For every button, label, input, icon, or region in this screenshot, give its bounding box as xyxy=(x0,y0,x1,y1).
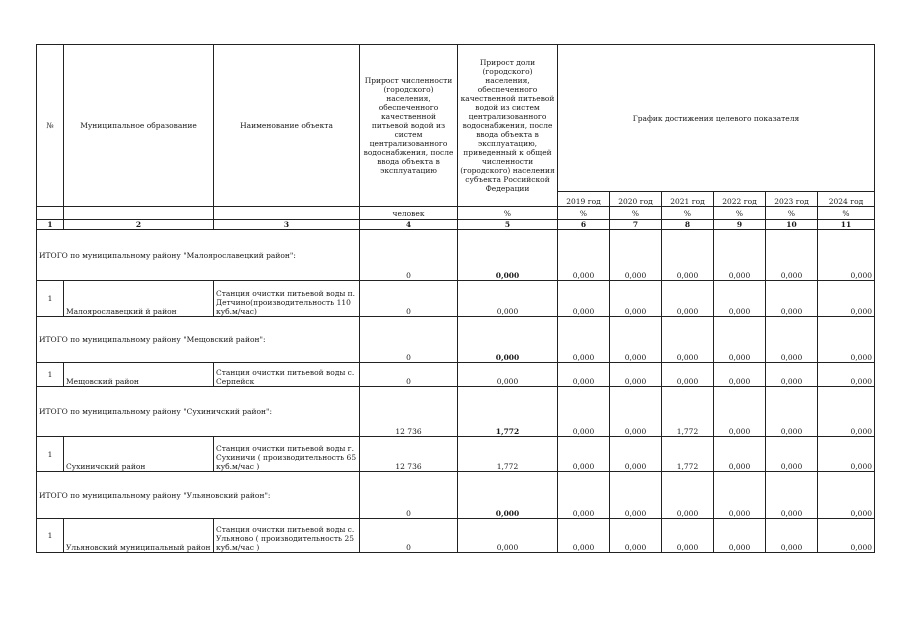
year-value: 0,000 xyxy=(558,363,610,387)
total-row xyxy=(37,472,875,519)
header-object-name: Наименование объекта xyxy=(214,45,360,207)
total-row xyxy=(37,317,875,363)
header-year: 2023 год xyxy=(766,192,818,207)
unit-cell xyxy=(64,207,214,220)
total-share: 0,000 xyxy=(458,317,558,363)
table-row xyxy=(37,281,875,317)
table-row xyxy=(37,437,875,472)
year-value: 0,000 xyxy=(766,519,818,553)
year-value: 0,000 xyxy=(766,230,818,281)
year-value: 0,000 xyxy=(714,230,766,281)
year-value: 0,000 xyxy=(610,281,662,317)
year-value: 0,000 xyxy=(766,363,818,387)
column-number: 3 xyxy=(214,220,360,230)
year-value: 0,000 xyxy=(610,437,662,472)
year-value: 0,000 xyxy=(714,472,766,519)
year-value: 0,000 xyxy=(714,519,766,553)
year-value: 0,000 xyxy=(818,437,875,472)
year-value: 0,000 xyxy=(610,363,662,387)
year-value: 0,000 xyxy=(818,472,875,519)
year-value: 0,000 xyxy=(818,230,875,281)
year-value: 0,000 xyxy=(558,437,610,472)
table-row xyxy=(37,519,875,553)
share-value: 0,000 xyxy=(458,519,558,553)
total-label: ИТОГО по муниципальному району "Сухиничский район": xyxy=(37,387,360,437)
population-value: 0 xyxy=(360,519,458,553)
object-name: Станция очистки питьевой воды г. Сухиничи ( производительность 65 куб.м/час ) xyxy=(214,437,360,472)
year-value: 0,000 xyxy=(558,519,610,553)
population-value: 12 736 xyxy=(360,437,458,472)
year-value: 0,000 xyxy=(558,230,610,281)
header-year: 2019 год xyxy=(558,192,610,207)
year-value: 0,000 xyxy=(662,317,714,363)
total-share: 1,772 xyxy=(458,387,558,437)
row-index: 1 xyxy=(37,363,64,387)
row-index: 1 xyxy=(37,519,64,553)
header-no: № xyxy=(37,45,64,207)
municipality-name: Сухиничский район xyxy=(64,437,214,472)
year-value: 0,000 xyxy=(610,472,662,519)
header-year: 2022 год xyxy=(714,192,766,207)
unit-percent: % xyxy=(662,207,714,220)
unit-percent: % xyxy=(458,207,558,220)
year-value: 0,000 xyxy=(766,472,818,519)
total-label: ИТОГО по муниципальному району "Малоярославецкий район": xyxy=(37,230,360,281)
total-label: ИТОГО по муниципальному району "Мещовский район": xyxy=(37,317,360,363)
column-number: 2 xyxy=(64,220,214,230)
column-number: 9 xyxy=(714,220,766,230)
year-value: 0,000 xyxy=(714,281,766,317)
year-value: 0,000 xyxy=(818,281,875,317)
row-index: 1 xyxy=(37,437,64,472)
year-value: 0,000 xyxy=(766,437,818,472)
year-value: 0,000 xyxy=(714,317,766,363)
row-index: 1 xyxy=(37,281,64,317)
year-value: 0,000 xyxy=(818,317,875,363)
unit-cell xyxy=(214,207,360,220)
column-number: 6 xyxy=(558,220,610,230)
header-schedule: График достижения целевого показателя xyxy=(558,45,875,192)
unit-percent: % xyxy=(610,207,662,220)
year-value: 0,000 xyxy=(662,519,714,553)
year-value: 0,000 xyxy=(610,230,662,281)
year-value: 0,000 xyxy=(662,363,714,387)
unit-percent: % xyxy=(818,207,875,220)
unit-people: человек xyxy=(360,207,458,220)
header-share-growth: Прирост доли (городского) населения, обеспеченного качественной питьевой водой из систем централизованного водоснабжения, после ввода объекта в эксплуатацию, приведенный к общей численности (городского) населения субъекта Российской Федерации xyxy=(458,45,558,207)
column-number: 8 xyxy=(662,220,714,230)
year-value: 0,000 xyxy=(818,519,875,553)
column-number: 5 xyxy=(458,220,558,230)
share-value: 1,772 xyxy=(458,437,558,472)
header-year: 2021 год xyxy=(662,192,714,207)
municipality-name: Малоярославецкий й район xyxy=(64,281,214,317)
year-value: 1,772 xyxy=(662,437,714,472)
year-value: 0,000 xyxy=(818,363,875,387)
share-value: 0,000 xyxy=(458,363,558,387)
total-row xyxy=(37,387,875,437)
municipality-name: Мещовский район xyxy=(64,363,214,387)
total-share: 0,000 xyxy=(458,230,558,281)
column-number: 1 xyxy=(37,220,64,230)
total-label: ИТОГО по муниципальному району "Ульяновский район": xyxy=(37,472,360,519)
header-population-growth: Прирост численности (городского) населения, обеспеченного качественной питьевой водой из систем централизованного водоснабжения, после ввода объекта в эксплуатацию xyxy=(360,45,458,207)
year-value: 0,000 xyxy=(766,317,818,363)
object-name: Станция очистки питьевой воды с. Ульяново ( производительность 25 куб.м/час ) xyxy=(214,519,360,553)
total-population: 0 xyxy=(360,230,458,281)
population-value: 0 xyxy=(360,363,458,387)
municipality-name: Ульяновский муниципальный район xyxy=(64,519,214,553)
table-row xyxy=(37,363,875,387)
total-row xyxy=(37,230,875,281)
year-value: 0,000 xyxy=(610,519,662,553)
year-value: 0,000 xyxy=(558,387,610,437)
year-value: 0,000 xyxy=(766,387,818,437)
object-name: Станция очистки питьевой воды с. Серпейск xyxy=(214,363,360,387)
header-year: 2024 год xyxy=(818,192,875,207)
year-value: 0,000 xyxy=(766,281,818,317)
year-value: 0,000 xyxy=(558,472,610,519)
column-number: 7 xyxy=(610,220,662,230)
header-municipality: Муниципальное образование xyxy=(64,45,214,207)
column-number: 4 xyxy=(360,220,458,230)
year-value: 0,000 xyxy=(610,317,662,363)
year-value: 0,000 xyxy=(558,281,610,317)
total-population: 0 xyxy=(360,317,458,363)
year-value: 0,000 xyxy=(662,230,714,281)
unit-percent: % xyxy=(714,207,766,220)
year-value: 1,772 xyxy=(662,387,714,437)
year-value: 0,000 xyxy=(714,363,766,387)
total-population: 0 xyxy=(360,472,458,519)
target-indicator-table xyxy=(36,44,875,553)
header-year: 2020 год xyxy=(610,192,662,207)
year-value: 0,000 xyxy=(662,281,714,317)
unit-percent: % xyxy=(558,207,610,220)
column-number: 11 xyxy=(818,220,875,230)
total-population: 12 736 xyxy=(360,387,458,437)
year-value: 0,000 xyxy=(662,472,714,519)
unit-cell xyxy=(37,207,64,220)
share-value: 0,000 xyxy=(458,281,558,317)
year-value: 0,000 xyxy=(714,437,766,472)
unit-percent: % xyxy=(766,207,818,220)
column-number: 10 xyxy=(766,220,818,230)
year-value: 0,000 xyxy=(558,317,610,363)
year-value: 0,000 xyxy=(610,387,662,437)
year-value: 0,000 xyxy=(818,387,875,437)
population-value: 0 xyxy=(360,281,458,317)
object-name: Станция очистки питьевой воды п. Детчино(производительность 110 куб.м/час) xyxy=(214,281,360,317)
year-value: 0,000 xyxy=(714,387,766,437)
total-share: 0,000 xyxy=(458,472,558,519)
